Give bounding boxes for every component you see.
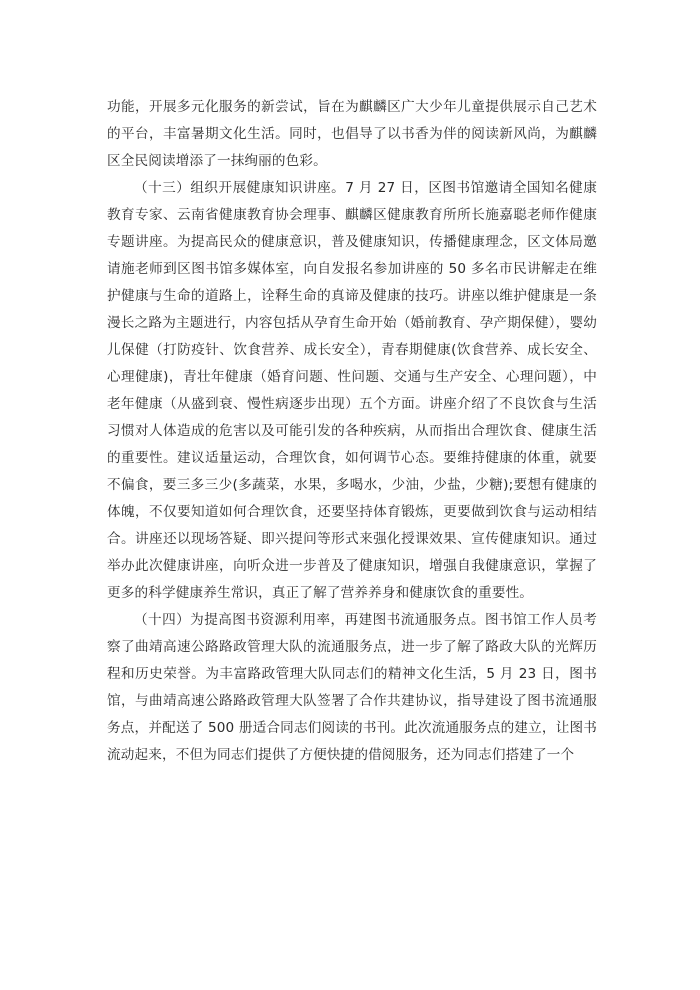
- document-body: [107, 94, 597, 769]
- paragraph-health-lecture: （十三）组织开展健康知识讲座。7 月 27 日，区图书馆邀请全国知名健康教育专家、云南省健康教育协会理事、麒麟区健康教育所所长施嘉聪老师作健康专题讲座。为提高民众的健康意识，普及健康知识，传播健康理念，区文体局邀请施老师到区图书馆多媒体室，向自发报名参加讲座的 50 多名市民讲解走在维护健康与生命的道路上，诠释生命的真谛及健康的技巧。讲座以维护健康是一条漫长之路为主题进行，内容包括从孕育生命开始（婚前教育、孕产期保健），婴幼儿保健（打防疫针、饮食营养、成长安全），青春期健康(饮食营养、成长安全、心理健康)，青壮年健康（婚育问题、性问题、交通与生产安全、心理问题），中老年健康（从盛到衰、慢性病逐步出现）五个方面。讲座介绍了不良饮食与生活习惯对人体造成的危害以及可能引发的各种疾病，从而指出合理饮食、健康生活的重要性。建议适量运动，合理饮食，如何调节心态。要维持健康的体重，就要不偏食，要三多三少(多蔬菜，水果，多喝水，少油，少盐，少糖);要想有健康的体魄，不仅要知道如何合理饮食，还要坚持体育锻炼，更要做到饮食与运动相结合。讲座还以现场答疑、即兴提问等形式来强化授课效果、宣传健康知识。通过举办此次健康讲座，向听众进一步普及了健康知识，增强自我健康意识，掌握了更多的科学健康养生常识，真正了解了营养养身和健康饮食的重要性。: [107, 180, 597, 601]
- paragraph-book-circulation: （十四）为提高图书资源利用率，再建图书流通服务点。图书馆工作人员考察了曲靖高速公路路政管理大队的流通服务点，进一步了解了路政大队的光辉历程和历史荣誉。为丰富路政管理大队同志们的精神文化生活，5 月 23 日，图书馆，与曲靖高速公路路政管理大队签署了合作共建协议，指导建设了图书流通服务点，并配送了 500 册适合同志们阅读的书刊。此次流通服务点的建立，让图书流动起来，不但为同志们提供了方便快捷的借阅服务，还为同志们搭建了一个: [107, 612, 597, 763]
- paragraph-continuation: 功能，开展多元化服务的新尝试，旨在为麒麟区广大少年儿童提供展示自己艺术的平台，丰富暑期文化生活。同时，也倡导了以书香为伴的阅读新风尚，为麒麟区全民阅读增添了一抹绚丽的色彩。: [107, 99, 597, 169]
